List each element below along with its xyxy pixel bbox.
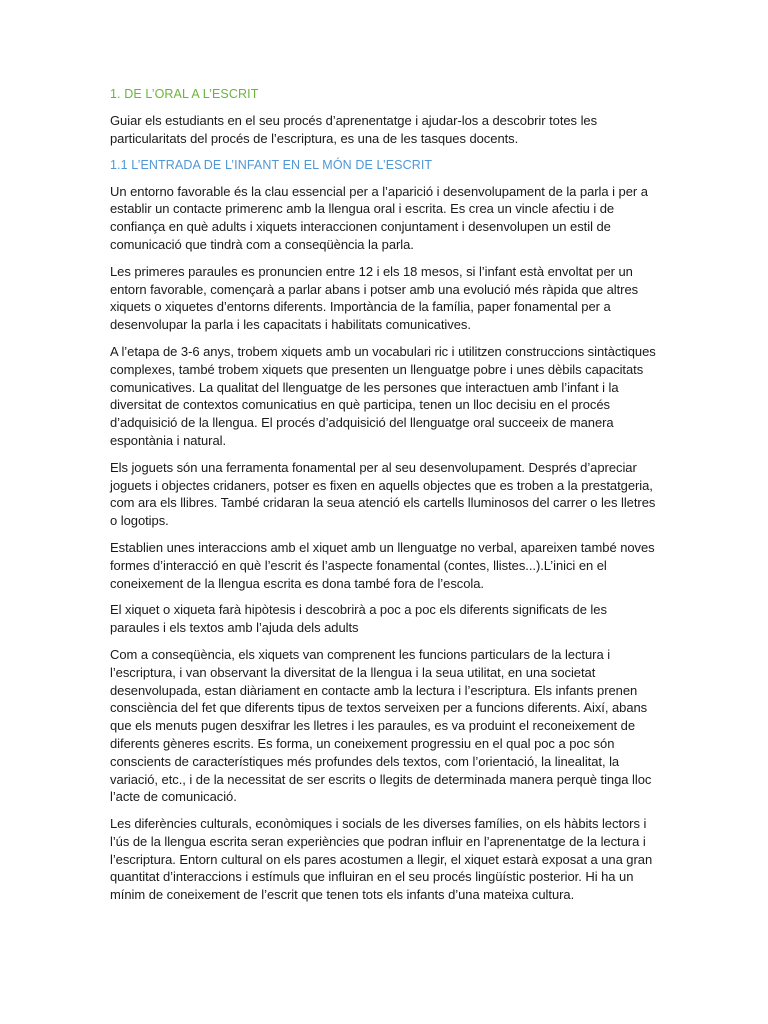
document-page xyxy=(110,86,658,913)
paragraph: Com a conseqüència, els xiquets van comprenent les funcions particulars de la lectura i l’escriptura, i van observant la diversitat de la llengua i la seua utilitat, en una societat desenvolupada, estan diàriament en contacte amb la lectura i l’escriptura. Els infants prenen consciència del fet que diferents tipus de textos serveixen per a funcions diferents. Així, abans que els menuts pugen desxifrar les lletres i les paraules, es va produint el reconeixement de diferents gèneres escrits. Es forma, un coneixement progressiu en el qual poc a poc són conscients de característiques més profundes dels textos, com l’orientació, la linealitat, la variació, etc., i de la necessitat de ser escrits o llegits de determinada manera perquè tinga lloc l’acte de comunicació. xyxy=(110,646,652,805)
paragraph: El xiquet o xiqueta farà hipòtesis i descobrirà a poc a poc els diferents significats de les paraules i els textos amb l’ajuda dels adults xyxy=(110,602,607,636)
paragraph: Un entorno favorable és la clau essencial per a l’aparició i desenvolupament de la parla i per a establir un contacte primerenc amb la llengua oral i escrita. Es crea un vincle afectiu i de confiança en què adults i xiquets interaccionen conjuntament i desenvolupen un estil de comunicació que tindrà com a conseqüència la parla. xyxy=(110,183,648,252)
section-heading: 1. DE L’ORAL A L’ESCRIT xyxy=(110,87,259,101)
paragraph: Establien unes interaccions amb el xiquet amb un llenguatge no verbal, apareixen també noves formes d’interacció en què l’escrit és l’aspecte fonamental (contes, llistes...).L’inici en el coneixement de la llengua escrita es dona també fora de l’escola. xyxy=(110,539,655,591)
intro-paragraph: Guiar els estudiants en el seu procés d’aprenentatge i ajudar-los a descobrir totes les particularitats del procés de l’escriptura, es una de les tasques docents. xyxy=(110,113,598,146)
paragraph: Les primeres paraules es pronuncien entre 12 i els 18 mesos, si l’infant està envoltat per un entorn favorable, començarà a parlar abans i potser amb una evolució més ràpida que altres xiquets o xiquetes d’entorns diferents. Importància de la família, paper fonamental per a desenvolupar la parla i les capacitats i habilitats comunicatives. xyxy=(110,263,639,333)
paragraph: Els joguets són una ferramenta fonamental per al seu desenvolupament. Després d’apreciar joguets i objectes cridaners, potser es fixen en aquells objectes que es troben a la prestatgeria, com ara els llibres. També cridaran la seua atenció els cartells lluminosos del carrer o les lletres o logotips. xyxy=(110,459,656,529)
subsection-heading: 1.1 L’ENTRADA DE L’INFANT EN EL MÓN DE L’ESCRIT xyxy=(110,157,433,172)
paragraph: Les diferències culturals, econòmiques i socials de les diverses famílies, on els hàbits lectors i l’ús de la llengua escrita seran experiències que podran influir en l’aprenentatge de la lectura i l’escriptura. Entorn cultural on els pares acostumen a llegir, el xiquet estarà exposat a una gran quantitat d’interaccions i estímuls que influiran en el seu procés lingüístic posterior. Hi ha un mínim de coneixement de l’escrit que tenen tots els infants d’una mateixa cultura. xyxy=(110,816,653,903)
paragraph: A l’etapa de 3-6 anys, trobem xiquets amb un vocabulari ric i utilitzen construccions sintàctiques complexes, també trobem xiquets que presenten un llenguatge pobre i unes dèbils capacitats comunicatives. La qualitat del llenguatge de les persones que interactuen amb l’infant i la diversitat de contextos comunicatius en què participa, tenen un lloc decisiu en el procés d’adquisició de la llengua. El procés d’adquisició del llenguatge oral succeeix de manera espontània i natural. xyxy=(110,343,656,448)
